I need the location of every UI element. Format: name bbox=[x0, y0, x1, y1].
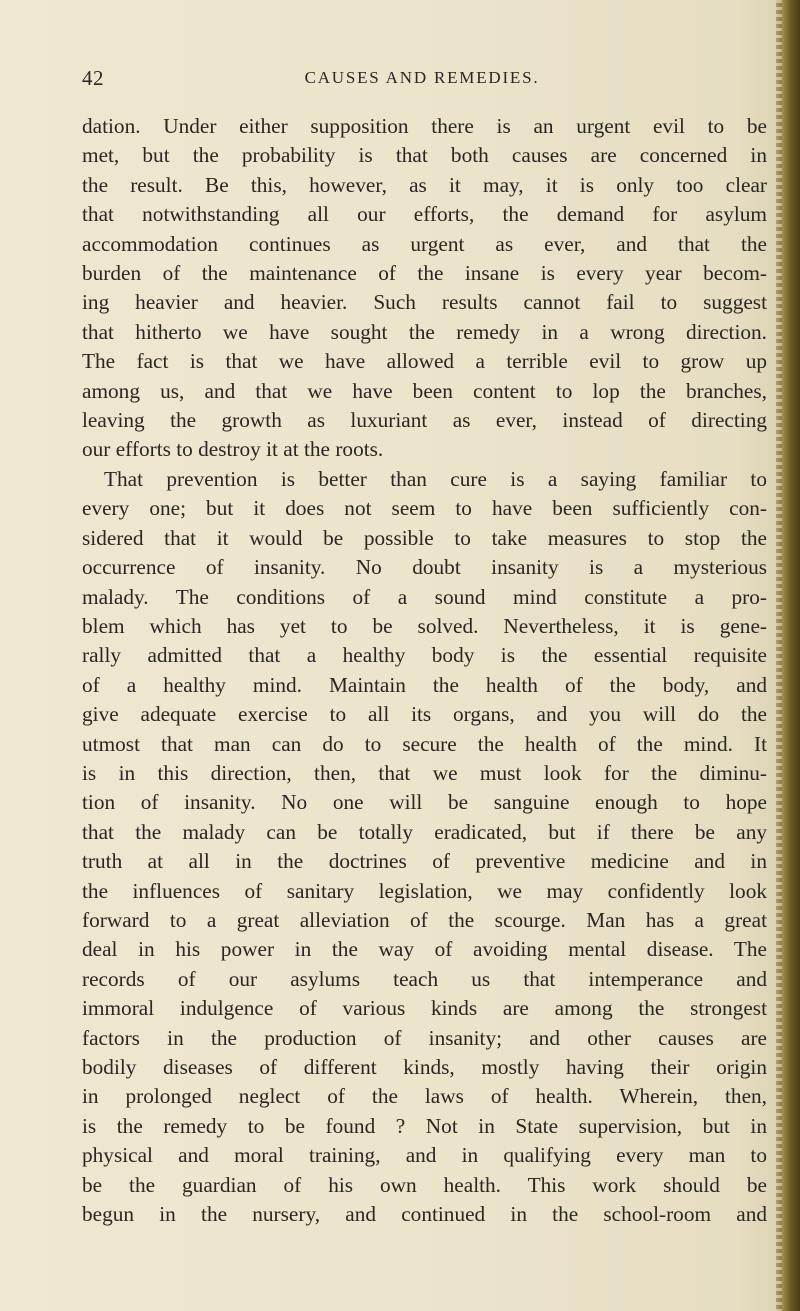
text-line: utmost that man can do to secure the health of the mind. It bbox=[82, 731, 767, 756]
body-text bbox=[82, 112, 767, 1229]
text-line: tion of insanity. No one will be sanguine enough to hope bbox=[82, 790, 767, 815]
text-line: deal in his power in the way of avoiding mental disease. The bbox=[82, 937, 767, 962]
text-line: blem which has yet to be solved. Nevertheless, it is gene- bbox=[82, 613, 767, 638]
page-edge-binding bbox=[776, 0, 800, 1311]
text-line: is in this direction, then, that we must look for the diminu- bbox=[82, 760, 767, 785]
text-line: forward to a great alleviation of the scourge. Man has a great bbox=[82, 907, 767, 932]
text-line: our efforts to destroy it at the roots. bbox=[82, 437, 384, 462]
text-line: that hitherto we have sought the remedy in a wrong direction. bbox=[82, 319, 767, 344]
text-line: begun in the nursery, and continued in the school-room and bbox=[82, 1202, 767, 1227]
text-line: the result. Be this, however, as it may, it is only too clear bbox=[82, 172, 767, 197]
running-title: CAUSES AND REMEDIES. bbox=[304, 68, 540, 87]
text-line: truth at all in the doctrines of preventive medicine and in bbox=[82, 849, 767, 874]
text-line: every one; but it does not seem to have been sufficiently con- bbox=[82, 496, 767, 521]
text-line: The fact is that we have allowed a terrible evil to grow up bbox=[82, 349, 767, 374]
text-line: physical and moral training, and in qualifying every man to bbox=[82, 1143, 767, 1168]
text-line: malady. The conditions of a sound mind constitute a pro- bbox=[82, 584, 767, 609]
page-header bbox=[82, 66, 762, 96]
text-line: is the remedy to be found ? Not in State supervision, but in bbox=[82, 1113, 767, 1138]
text-line: accommodation continues as urgent as ever, and that the bbox=[82, 231, 767, 256]
text-line: the influences of sanitary legislation, we may confidently look bbox=[82, 878, 767, 903]
text-line: in prolonged neglect of the laws of health. Wherein, then, bbox=[82, 1084, 767, 1109]
text-line: met, but the probability is that both causes are concerned in bbox=[82, 143, 767, 168]
text-line: occurrence of insanity. No doubt insanity is a mysterious bbox=[82, 555, 767, 580]
text-line: dation. Under either supposition there is an urgent evil to be bbox=[82, 114, 767, 138]
text-line: rally admitted that a healthy body is the essential requisite bbox=[82, 643, 767, 668]
text-line: bodily diseases of different kinds, mostly having their origin bbox=[82, 1055, 767, 1079]
text-line: leaving the growth as luxuriant as ever, instead of directing bbox=[82, 408, 767, 433]
text-line: be the guardian of his own health. This work should be bbox=[82, 1172, 767, 1197]
text-line: that the malady can be totally eradicated, but if there be any bbox=[82, 819, 767, 844]
text-line: immoral indulgence of various kinds are among the strongest bbox=[82, 996, 767, 1021]
text-line: of a healthy mind. Maintain the health of the body, and bbox=[82, 672, 767, 697]
text-line: sidered that it would be possible to take measures to stop the bbox=[82, 525, 767, 550]
text-line: That prevention is better than cure is a saying familiar to bbox=[104, 466, 767, 491]
text-line: burden of the maintenance of the insane is every year becom- bbox=[82, 261, 767, 286]
text-line: factors in the production of insanity; and other causes are bbox=[82, 1025, 767, 1050]
text-line: give adequate exercise to all its organs, and you will do the bbox=[82, 702, 767, 727]
text-line: that notwithstanding all our efforts, the demand for asylum bbox=[82, 202, 767, 227]
text-line: among us, and that we have been content to lop the branches, bbox=[82, 378, 767, 403]
text-line: ing heavier and heavier. Such results cannot fail to suggest bbox=[82, 290, 767, 315]
text-line: records of our asylums teach us that intemperance and bbox=[82, 966, 767, 991]
page-number: 42 bbox=[82, 66, 104, 90]
